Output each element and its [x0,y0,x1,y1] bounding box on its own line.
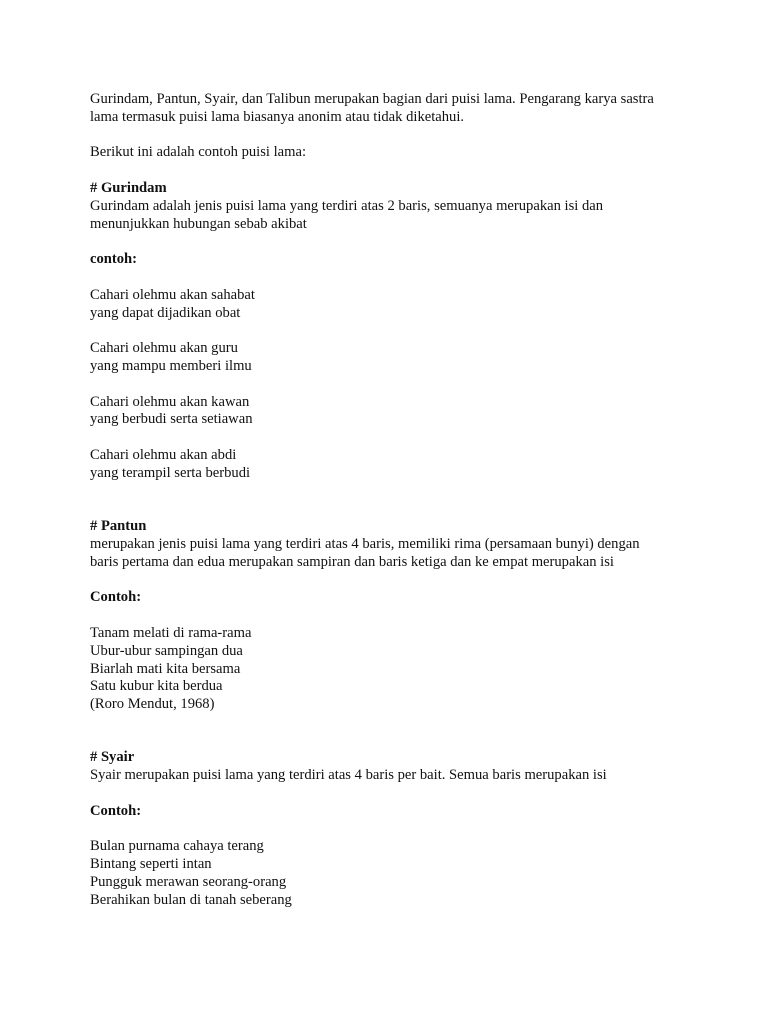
pantun-line-2: Ubur-ubur sampingan dua [90,642,243,659]
gurindam-stanza-1-line-1: Cahari olehmu akan sahabat [90,286,255,303]
pantun-desc-1: merupakan jenis puisi lama yang terdiri atas 4 baris, memiliki rima (persamaan bunyi) dengan [90,535,640,552]
gurindam-stanza-4-line-2: yang terampil serta berbudi [90,464,251,481]
syair-example-label: Contoh: [90,802,142,819]
gurindam-stanza-2-line-2: yang mampu memberi ilmu [90,357,252,374]
pantun-line-3: Biarlah mati kita bersama [90,660,241,677]
syair-desc-1: Syair merupakan puisi lama yang terdiri atas 4 baris per bait. Semua baris merupakan isi [90,767,607,784]
gurindam-desc-1: Gurindam adalah jenis puisi lama yang terdiri atas 2 baris, semuanya merupakan isi dan [90,197,604,214]
intro-line-1: Gurindam, Pantun, Syair, dan Talibun merupakan bagian dari puisi lama. Pengarang karya sastra [90,91,654,107]
gurindam-desc-2: menunjukkan hubungan sebab akibat [90,215,307,232]
intro-line-2: lama termasuk puisi lama biasanya anonim atau tidak diketahui. [90,108,465,125]
gurindam-stanza-2-line-1: Cahari olehmu akan guru [90,340,238,357]
gurindam-example-label: contoh: [90,251,138,268]
pantun-line-1: Tanam melati di rama-rama [90,624,252,641]
pantun-line-4: Satu kubur kita berdua [90,678,223,695]
gurindam-stanza-1-line-2: yang dapat dijadikan obat [90,304,241,321]
pantun-example-label: Contoh: [90,589,142,606]
gurindam-stanza-3-line-2: yang berbudi serta setiawan [90,411,253,428]
gurindam-stanza-4-line-1: Cahari olehmu akan abdi [90,446,237,463]
syair-line-4: Berahikan bulan di tanah seberang [90,891,292,908]
syair-line-3: Pungguk merawan seorang-orang [90,874,287,891]
pantun-heading: # Pantun [90,518,147,535]
pantun-desc-2: baris pertama dan edua merupakan sampiran dan baris ketiga dan ke empat merupakan isi [90,553,614,570]
pantun-source: (Roro Mendut, 1968) [90,696,215,713]
intro-line-3: Berikut ini adalah contoh puisi lama: [90,144,307,161]
syair-line-1: Bulan purnama cahaya terang [90,838,264,855]
gurindam-heading: # Gurindam [90,179,167,196]
gurindam-stanza-3-line-1: Cahari olehmu akan kawan [90,393,250,410]
syair-line-2: Bintang seperti intan [90,856,212,873]
syair-heading: # Syair [90,749,135,766]
document-page [90,91,690,910]
